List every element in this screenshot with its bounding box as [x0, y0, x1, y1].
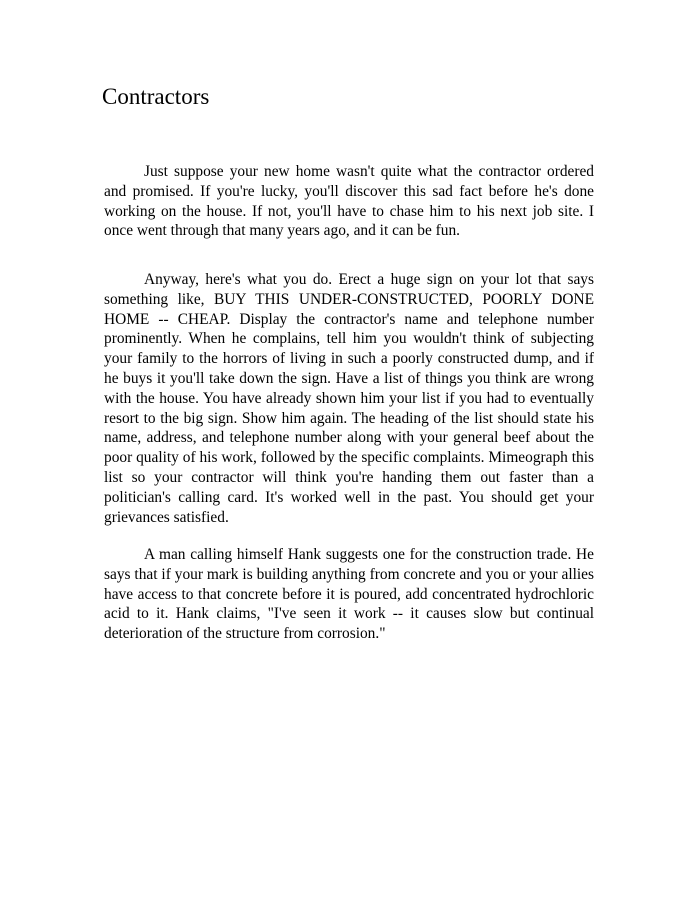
page-title: Contractors	[102, 84, 210, 109]
paragraph-1: Just suppose your new home wasn't quite what the contractor ordered and promised. If you're lucky, you'll discover this sad fact before he's done working on the house. If not, you'll have to chase him to his next job site. I once went through that many years ago, and it can be fun.	[104, 163, 594, 240]
paragraph-2: Anyway, here's what you do. Erect a huge sign on your lot that says something like, BUY THIS UNDER-CONSTRUCTED, POORLY DONE HOME -- CHEAP. Display the contractor's name and telephone number prominently. When he complains, tell him you wouldn't think of subjecting your family to the horrors of living in such a poorly constructed dump, and if he buys it you'll take down the sign. Have a list of things you think are wrong with the house. You have already shown him your list if you had to eventually resort to the big sign. Show him again. The heading of the list should state his name, address, and telephone number along with your general beef about the poor quality of his work, followed by the specific complaints. Mimeograph this list so your contractor will think you're handing them out faster than a politician's calling card. It's worked well in the past. You should get your grievances satisfied.	[104, 271, 594, 526]
paragraph-3: A man calling himself Hank suggests one for the construction trade. He says that if your mark is building anything from concrete and you or your allies have access to that concrete before it is poured, add concentrated hydrochloric acid to it. Hank claims, "I've seen it work -- it causes slow but continual deterioration of the structure from corrosion."	[104, 546, 594, 643]
